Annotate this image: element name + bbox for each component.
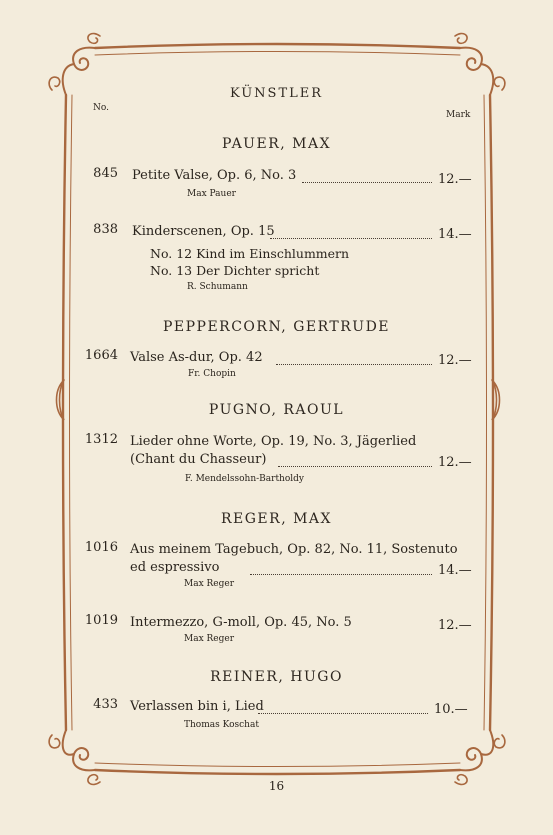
piece-subtitle: No. 12 Kind im Einschlummern	[150, 246, 350, 261]
catalog-number: 1664	[84, 348, 118, 363]
composer-name: Max Reger	[184, 579, 235, 589]
piece-subtitle: No. 13 Der Dichter spricht	[150, 263, 320, 278]
catalog-number: 845	[93, 166, 118, 181]
composer-name: Max Pauer	[187, 189, 236, 199]
page-title: KÜNSTLER	[229, 86, 324, 101]
page-number: 16	[268, 779, 285, 793]
artist-heading: REGER, MAX	[220, 511, 333, 527]
leader-dots	[278, 466, 432, 467]
catalog-number: 1016	[84, 540, 118, 555]
column-label-price: Mark	[446, 110, 471, 120]
leader-dots	[258, 713, 428, 714]
composer-name: Max Reger	[184, 634, 235, 644]
leader-dots	[250, 574, 432, 575]
piece-title: Valse As-dur, Op. 42	[130, 350, 263, 365]
artist-heading: PAUER, MAX	[221, 136, 332, 152]
piece-title: Lieder ohne Worte, Op. 19, No. 3, Jägerlied	[130, 434, 417, 449]
piece-title: Kinderscenen, Op. 15	[132, 224, 275, 239]
price: 12.—	[438, 618, 472, 633]
price: 14.—	[438, 563, 472, 578]
price: 12.—	[438, 172, 472, 187]
artist-heading: PUGNO, RAOUL	[208, 402, 345, 418]
piece-title: Verlassen bin i, Lied	[130, 699, 264, 714]
catalog-number: 433	[93, 697, 118, 712]
composer-name: F. Mendelssohn-Bartholdy	[185, 474, 304, 484]
composer-name: Fr. Chopin	[188, 369, 236, 379]
catalog-number: 838	[93, 222, 118, 237]
artist-heading: REINER, HUGO	[210, 669, 343, 685]
price: 12.—	[438, 455, 472, 470]
leader-dots	[276, 364, 432, 365]
price: 12.—	[438, 353, 472, 368]
price: 10.—	[434, 702, 468, 717]
leader-dots	[302, 182, 432, 183]
piece-title: Intermezzo, G-moll, Op. 45, No. 5	[130, 615, 352, 630]
piece-title: Aus meinem Tagebuch, Op. 82, No. 11, Sostenuto	[130, 542, 458, 557]
piece-title-continued: ed espressivo	[130, 560, 220, 575]
artist-heading: PEPPERCORN, GERTRUDE	[162, 319, 391, 335]
composer-name: R. Schumann	[187, 282, 248, 292]
catalog-number: 1019	[84, 613, 118, 628]
piece-title: Petite Valse, Op. 6, No. 3	[132, 168, 297, 183]
leader-dots	[270, 238, 432, 239]
column-label-number: No.	[93, 103, 109, 113]
piece-title-continued: (Chant du Chasseur)	[130, 452, 267, 467]
price: 14.—	[438, 227, 472, 242]
catalog-number: 1312	[84, 432, 118, 447]
composer-name: Thomas Koschat	[184, 720, 259, 730]
